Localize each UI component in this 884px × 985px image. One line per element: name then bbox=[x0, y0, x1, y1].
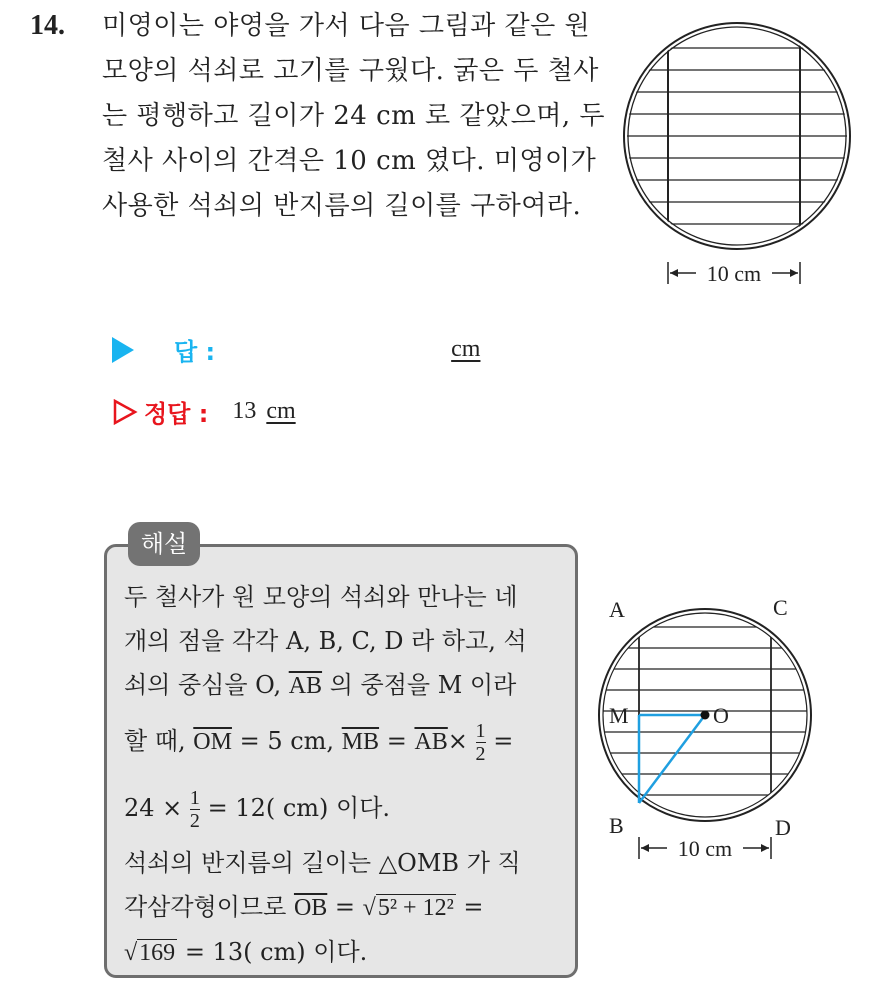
outline-triangle-icon bbox=[112, 399, 138, 425]
correct-answer-value: 13 bbox=[232, 398, 257, 424]
segment-ab: $\overline{AB}$ bbox=[414, 729, 448, 755]
question-line: 사용한 석쇠의 반지름의 길이를 구하여라. bbox=[102, 191, 582, 221]
point-b-label: B bbox=[609, 813, 624, 838]
segment-om: $\overline{OM}$ bbox=[193, 729, 232, 755]
play-icon bbox=[112, 337, 134, 363]
segment-mb: $\overline{MB}$ bbox=[341, 729, 380, 755]
segment-ab: $\overline{AB}$ bbox=[288, 673, 323, 699]
question-line: 미영이는 야영을 가서 다음 그림과 같은 원 bbox=[102, 11, 591, 41]
grill-figure bbox=[612, 18, 862, 288]
grill-lines bbox=[612, 18, 862, 268]
explanation-line: 24 × $\frac{1}{2}$ = 12( cm) 이다. bbox=[124, 787, 391, 832]
center-point bbox=[701, 711, 710, 720]
explanation-line: √169 = 13( cm) 이다. bbox=[124, 938, 368, 966]
solution-figure bbox=[585, 585, 815, 875]
explanation-line: 개의 점을 각각 A, B, C, D 라 하고, 석 bbox=[124, 627, 527, 655]
explanation-line: 석쇠의 반지름의 길이는 △OMB 가 직 bbox=[124, 849, 521, 877]
explanation-line: 두 철사가 원 모양의 석쇠와 만나는 네 bbox=[124, 583, 518, 611]
triangle-omb bbox=[639, 715, 705, 803]
correct-answer-unit: cm bbox=[266, 398, 296, 424]
fraction-half: $\frac{1}{2}$ bbox=[475, 720, 486, 765]
answer-row bbox=[112, 332, 480, 367]
explanation-tag: 해설 bbox=[128, 522, 200, 566]
square-root: √5² + 12² bbox=[362, 895, 454, 921]
explanation-line: 할 때, $\overline{OM} = 5$ cm, $\overline{MB} = \overline{AB}\times$ $\frac{1}{2}$ = bbox=[124, 720, 514, 765]
answer-unit: cm bbox=[451, 336, 481, 362]
point-o-label: O bbox=[713, 703, 729, 728]
point-c-label: C bbox=[773, 595, 788, 620]
segment-ob: $\overline{OB}$ bbox=[293, 895, 328, 921]
question-text bbox=[102, 4, 606, 229]
point-m-label: M bbox=[609, 703, 629, 728]
question-number: 14. bbox=[30, 10, 65, 41]
answer-label: 답 : bbox=[174, 338, 216, 366]
width-label: 10 cm bbox=[706, 261, 762, 286]
explanation-line: 각삼각형이므로 $\overline{OB} = √5^2 + 12^2$ = bbox=[124, 893, 484, 921]
correct-answer-row bbox=[112, 394, 296, 429]
correct-answer-label: 정답 : bbox=[144, 400, 209, 428]
question-line: 모양의 석쇠로 고기를 구웠다. 굵은 두 철사 bbox=[102, 56, 599, 86]
question-line: 철사 사이의 간격은 10 cm 였다. 미영이가 bbox=[102, 146, 597, 176]
square-root: √169 bbox=[124, 940, 176, 966]
width-label: 10 cm bbox=[677, 836, 733, 861]
fraction-half: $\frac{1}{2}$ bbox=[189, 787, 200, 832]
point-a-label: A bbox=[609, 597, 625, 622]
explanation-text bbox=[124, 575, 564, 975]
point-d-label: D bbox=[775, 815, 791, 840]
explanation-line: 쇠의 중심을 O, $\overline{AB}$ 의 중점을 M 이라 bbox=[124, 671, 517, 699]
question-line: 는 평행하고 길이가 24 cm 로 같았으며, 두 bbox=[102, 101, 606, 131]
